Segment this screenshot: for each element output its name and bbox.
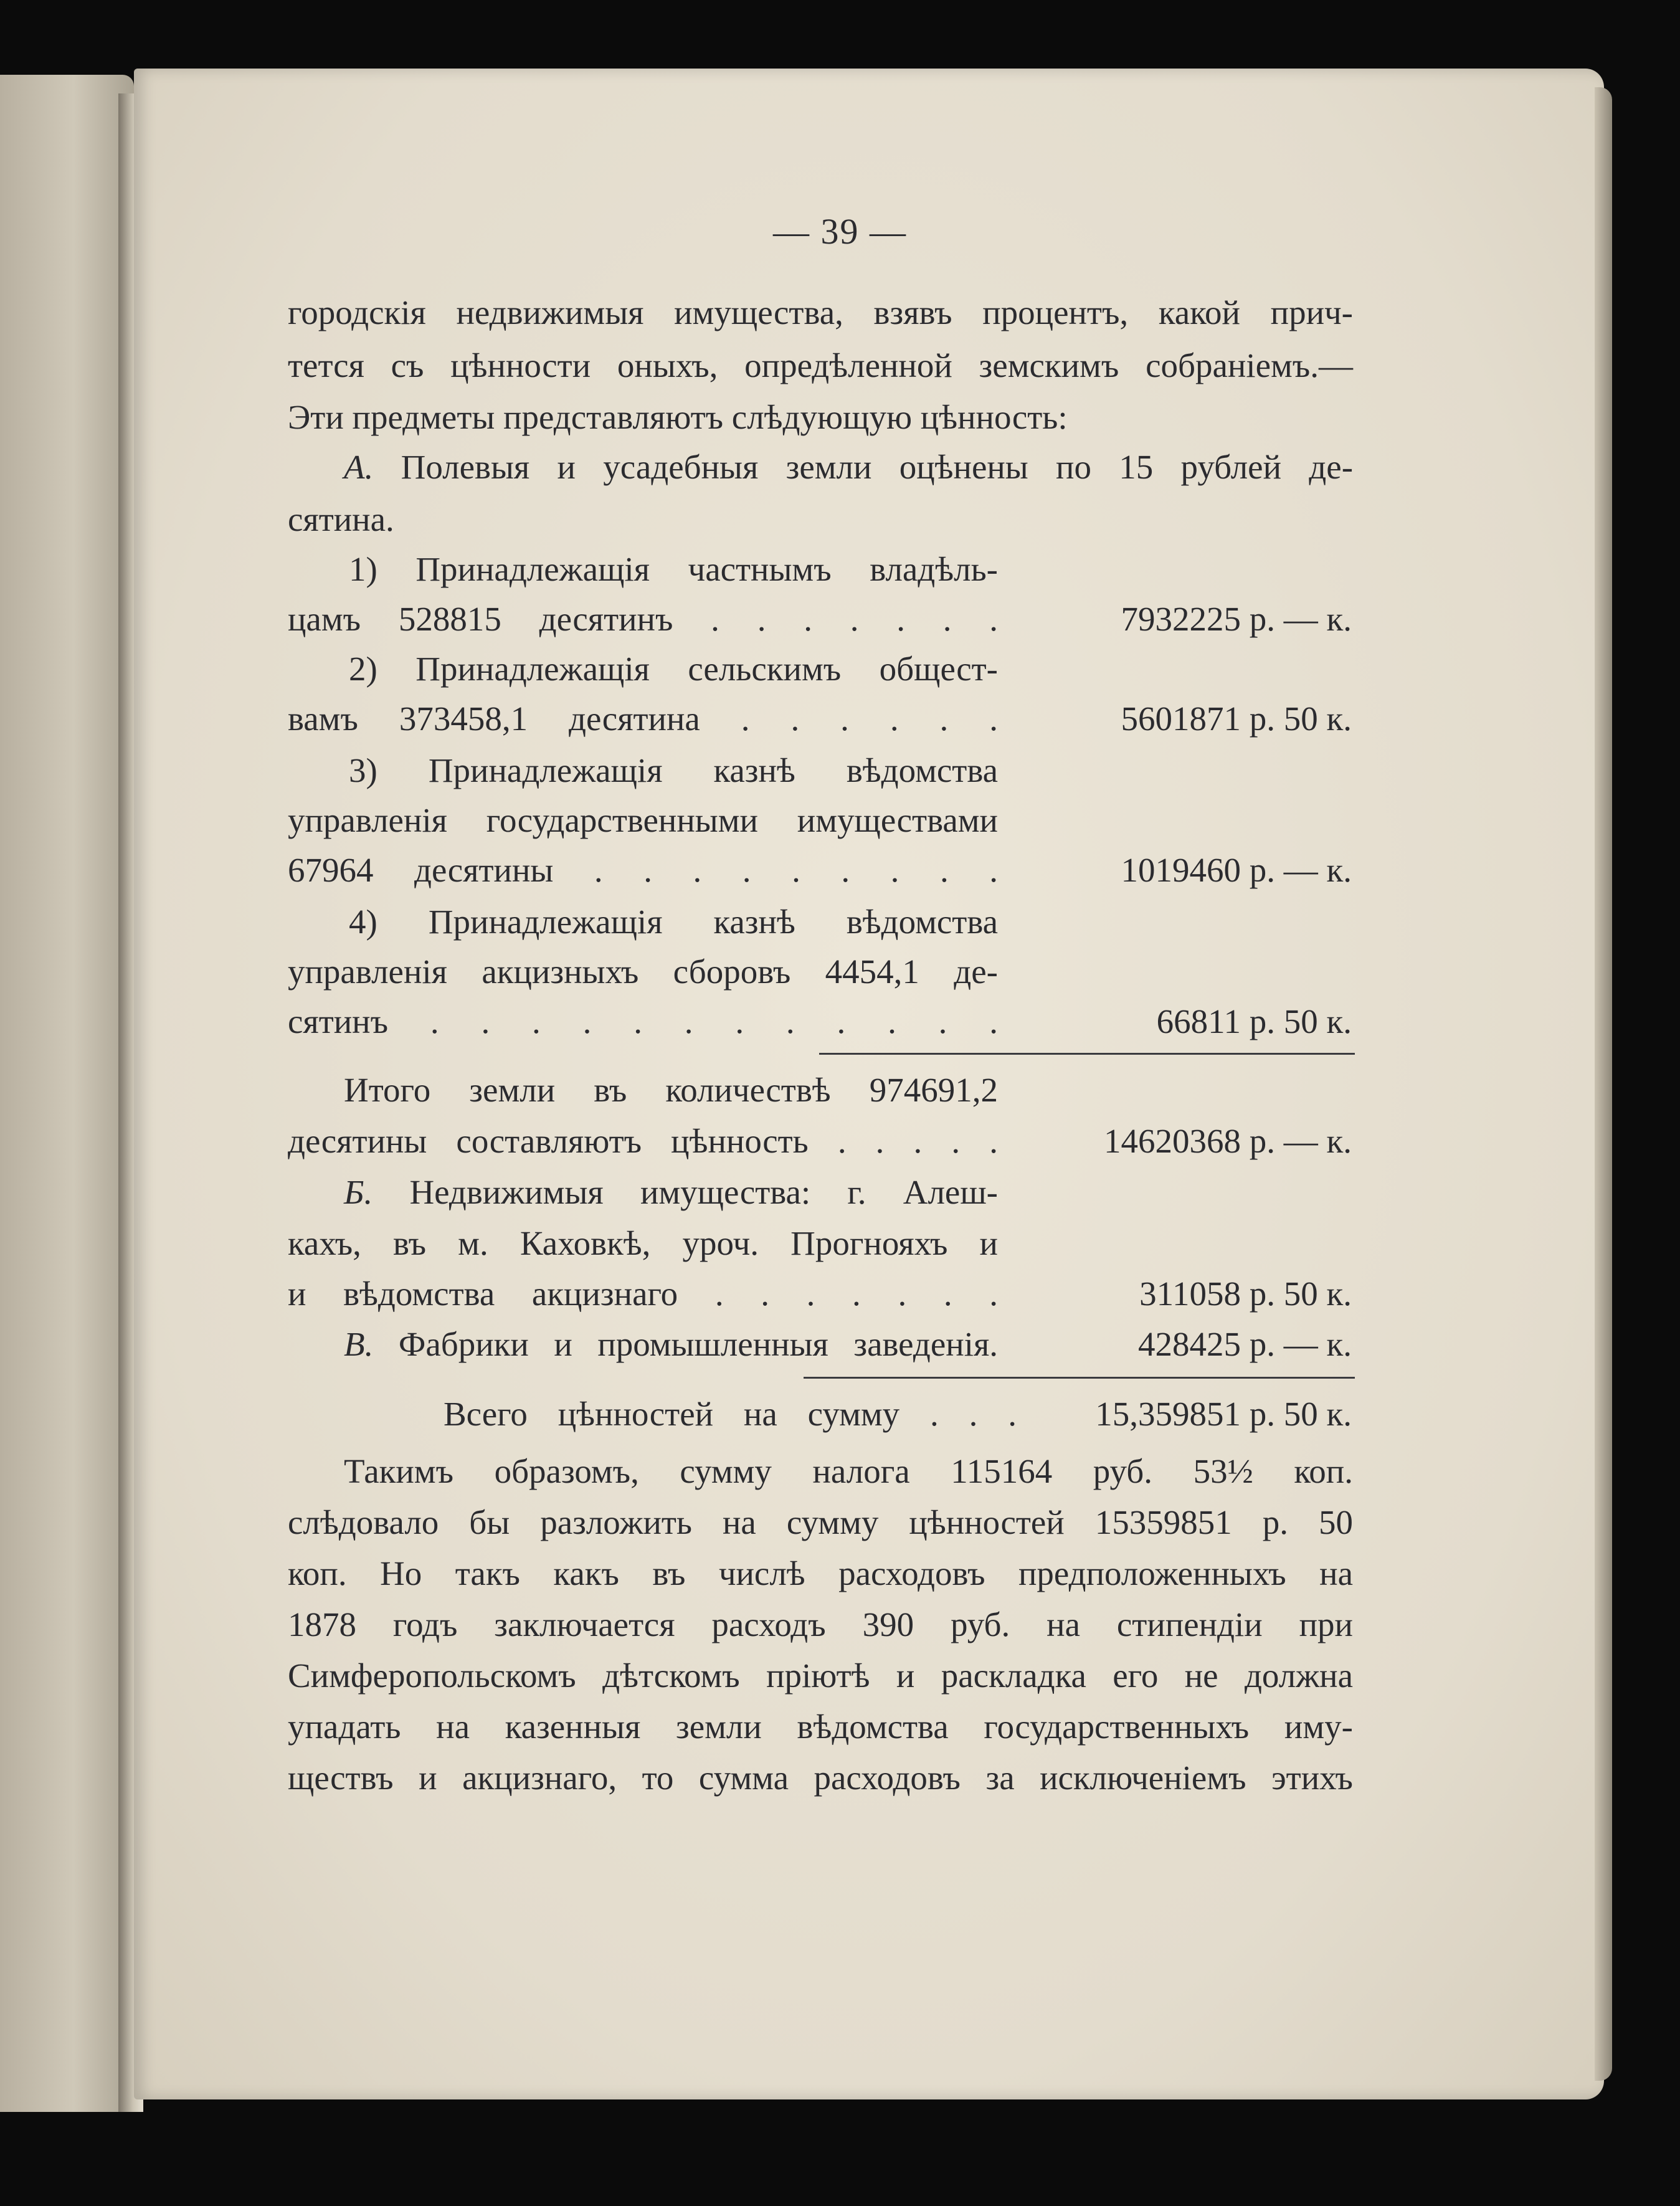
section-c-text: Фабрики и промышленныя заведенія. [398,1325,999,1363]
section-b-letter: Б. [344,1173,373,1211]
grand-total-label: Всего цѣнностей на сумму . . . [444,1395,1017,1433]
section-a-line-2: сятина. [288,500,394,538]
page-number: — 39 — [773,211,907,252]
grand-total-amount: 15,359851 р. 50 к. [1095,1395,1352,1433]
closing-line-1: Такимъ образомъ, сумму налога 115164 руб. 53½ коп. [344,1452,1353,1490]
item-3-amount: 1019460 р. — к. [1121,851,1352,889]
closing-line-5: Симферопольскомъ дѣтскомъ пріютѣ и раскладка его не должна [288,1657,1353,1695]
section-b-text: Недвижимыя имущества: г. Алеш- [409,1173,999,1211]
section-c-line-1 [344,1324,998,1364]
right-page-edge [1595,87,1612,2081]
subtotal-rule [819,1053,1355,1055]
item-4-line-3: сятинъ . . . . . . . . . . . . [288,1002,998,1040]
land-total-line-1: Итого земли въ количествѣ 974691,2 [344,1071,998,1109]
section-b-line-3: и вѣдомства акцизнаго . . . . . . . [288,1275,998,1313]
section-a-text: Полевыя и усадебныя земли оцѣнены по 15 рублей де- [401,448,1354,486]
section-b-line-1 [344,1172,998,1212]
section-b-amount: 311058 р. 50 к. [1139,1275,1352,1313]
item-3-line-1: 3) Принадлежащія казнѣ вѣдомства [349,751,998,789]
item-4-line-2: управленія акцизныхъ сборовъ 4454,1 де- [288,953,998,991]
intro-line-3: Эти предметы представляютъ слѣдующую цѣнность: [288,398,1068,436]
closing-line-2: слѣдовало бы разложить на сумму цѣнностей 15359851 р. 50 [288,1503,1353,1541]
section-a-line-1 [344,447,1353,487]
item-2-line-2: вамъ 373458,1 десятина . . . . . . [288,700,998,738]
closing-line-3: коп. Но такъ какъ въ числѣ расходовъ предположенныхъ на [288,1554,1353,1592]
total-rule [804,1377,1355,1379]
item-1-amount: 7932225 р. — к. [1121,600,1352,638]
item-3-line-3: 67964 десятины . . . . . . . . . [288,851,998,889]
section-b-line-2: кахъ, въ м. Каховкѣ, уроч. Прогнояхъ и [288,1224,998,1262]
item-3-line-2: управленія государственными имуществами [288,801,998,839]
closing-line-6: упадать на казенныя земли вѣдомства государственныхъ иму- [288,1708,1353,1746]
closing-line-4: 1878 годъ заключается расходъ 390 руб. на стипендіи при [288,1605,1353,1643]
closing-line-7: ществъ и акцизнаго, то сумма расходовъ за исключеніемъ этихъ [288,1759,1353,1797]
section-c-amount: 428425 р. — к. [1138,1325,1352,1363]
intro-line-2: тется съ цѣнности оныхъ, опредѣленной земскимъ собраніемъ.— [288,346,1353,384]
land-total-amount: 14620368 р. — к. [1104,1122,1352,1160]
item-4-amount: 66811 р. 50 к. [1156,1002,1352,1040]
section-c-letter: В. [344,1325,374,1363]
section-a-letter: А. [344,448,374,486]
item-4-line-1: 4) Принадлежащія казнѣ вѣдомства [349,903,998,941]
item-2-line-1: 2) Принадлежащія сельскимъ общест- [349,650,998,688]
item-1-line-2: цамъ 528815 десятинъ . . . . . . . [288,600,998,638]
item-2-amount: 5601871 р. 50 к. [1121,700,1352,738]
intro-line-1: городскія недвижимыя имущества, взявъ процентъ, какой прич- [288,293,1353,331]
left-page-edge [0,75,134,2112]
item-1-line-1: 1) Принадлежащія частнымъ владѣль- [349,550,998,588]
land-total-line-2: десятины составляютъ цѣнность . . . . . [288,1122,998,1160]
